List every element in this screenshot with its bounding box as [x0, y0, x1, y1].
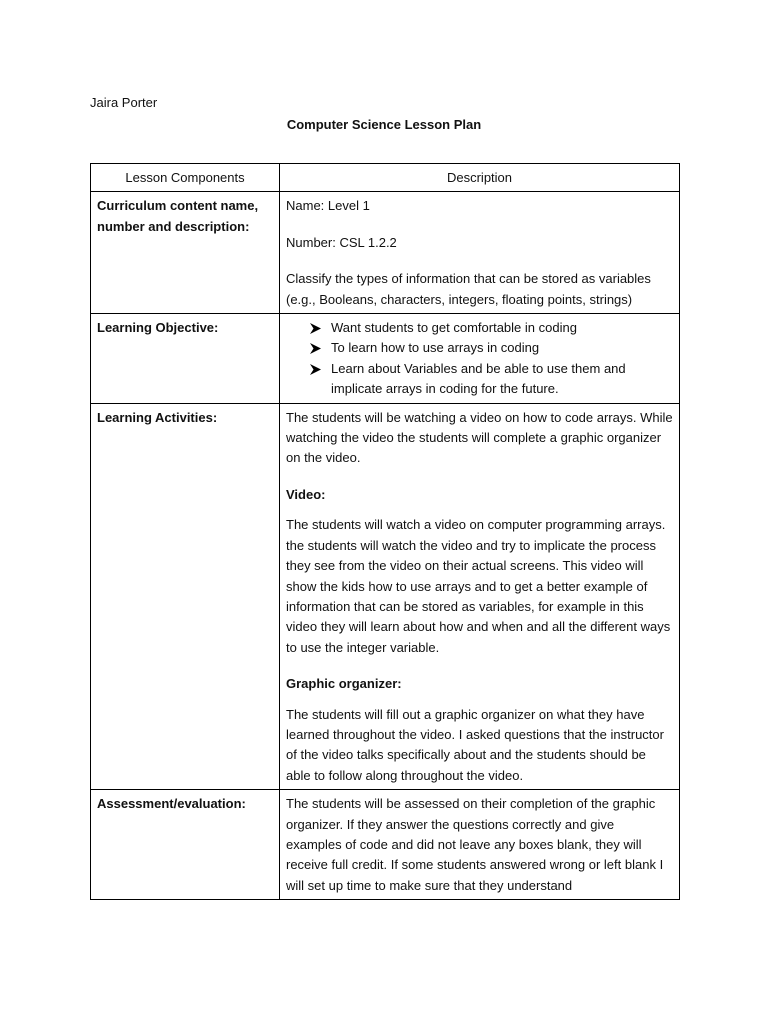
curriculum-description: Classify the types of information that can be stored as variables (e.g., Booleans, characters, integers, floating points, strings): [286, 271, 651, 307]
objective-label: Learning Objective:: [91, 314, 280, 404]
graphic-organizer-text: The students will fill out a graphic organizer on what they have learned throughout the video. I asked questions that the instructor of the video talks specifically about and the students should be able to follow along throughout the video.: [286, 706, 664, 783]
arrowhead-bullet-icon: [310, 323, 321, 334]
assessment-text: The students will be assessed on their completion of the graphic organizer. If they answer the questions correctly and give examples of code and did not leave any boxes blank, they will receive full credit. If some students answered wrong or left blank I will set up time to make sure that they understand: [286, 796, 664, 893]
list-item: [310, 338, 673, 358]
assessment-cell: [280, 790, 680, 900]
document-title: Computer Science Lesson Plan: [286, 117, 482, 132]
list-item: [310, 318, 673, 338]
video-text: The students will watch a video on computer programming arrays. the students will watch the video and try to implicate the process they see from the video on their actual screens. This video will show the kids how to use arrays and to get a better example of information that can be stored as variables, for example in this video they will learn about how and when and all the different ways to use the integer variable.: [286, 517, 671, 655]
objective-item-text: To learn how to use arrays in coding: [331, 340, 540, 356]
objective-cell: [280, 314, 680, 404]
objective-item-text: Want students to get comfortable in coding: [331, 320, 577, 336]
header-description: Description: [280, 164, 680, 192]
objective-row: [91, 314, 680, 404]
graphic-organizer-heading: Graphic organizer:: [286, 676, 402, 692]
curriculum-number: Number: CSL 1.2.2: [286, 234, 397, 250]
arrowhead-bullet-icon: [310, 364, 321, 375]
objective-list: [286, 318, 673, 400]
objective-item-text: Learn about Variables and be able to use them and implicate arrays in coding for the future.: [331, 360, 626, 397]
activities-row: [91, 403, 680, 790]
activities-label: Learning Activities:: [91, 403, 280, 790]
author-name: Jaira Porter: [90, 95, 158, 110]
activities-cell: [280, 403, 680, 790]
activities-intro: The students will be watching a video on how to code arrays. While watching the video the students will complete a graphic organizer on the video.: [286, 409, 673, 466]
curriculum-label: Curriculum content name, number and description:: [91, 192, 280, 314]
list-item: [310, 359, 673, 400]
assessment-label: Assessment/evaluation:: [91, 790, 280, 900]
table-header-row: [91, 164, 680, 192]
assessment-row: [91, 790, 680, 900]
lesson-plan-table: [90, 163, 680, 900]
curriculum-name: Name: Level 1: [286, 198, 370, 214]
video-heading: Video:: [286, 486, 326, 502]
curriculum-description-cell: [280, 192, 680, 314]
curriculum-row: [91, 192, 680, 314]
header-lesson-components: Lesson Components: [91, 164, 280, 192]
arrowhead-bullet-icon: [310, 343, 321, 354]
